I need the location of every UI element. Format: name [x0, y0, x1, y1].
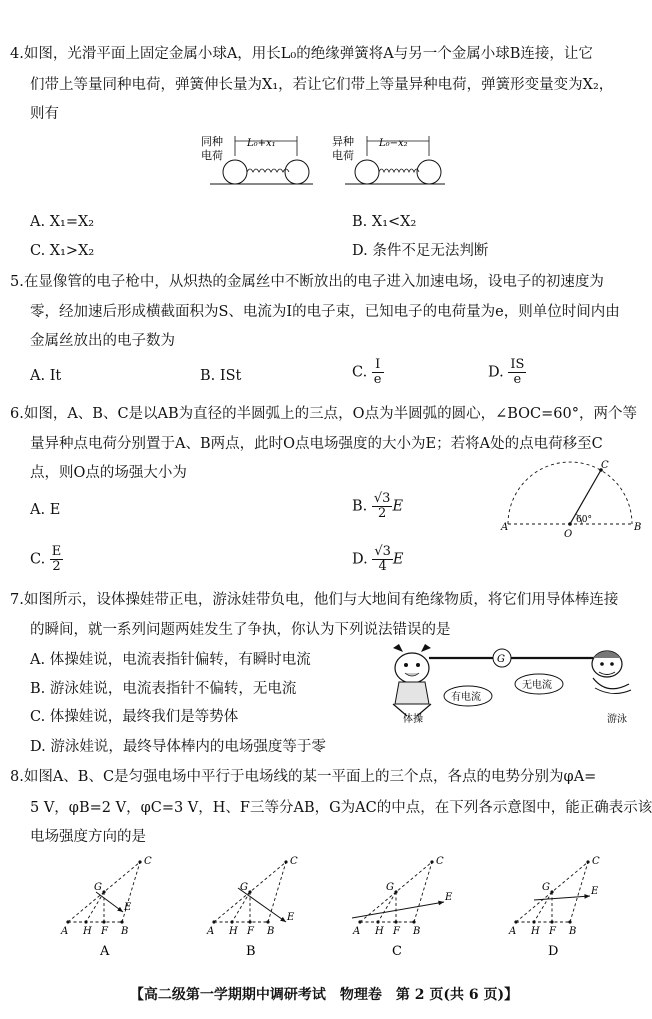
q5-option-b: B. ISt: [200, 368, 242, 384]
q7-gymnast-doll: [393, 644, 431, 716]
q8-fig-1-label-e: E: [287, 912, 295, 923]
q8-fig-2-label-g: G: [386, 882, 394, 893]
q6-line3: 点，则O点的场强大小为: [30, 465, 187, 481]
q6-option-c-den: 2: [52, 559, 61, 574]
q8-fig-0-arrowhead: [117, 907, 123, 912]
q8-fig-3-field-arrow: [534, 896, 590, 900]
q8-fig-2-point-0: [358, 920, 361, 923]
q5-option-d: [488, 358, 526, 387]
q6-option-d-fraction: [372, 545, 393, 574]
q8-fig-2-label-a: A: [353, 926, 361, 937]
q6-option-b: [352, 492, 403, 521]
q8-fig-3-side-bc: [570, 862, 588, 922]
q8-fig-1-label-g: G: [240, 882, 248, 893]
q7-fig-bubble-right: 无电流: [522, 680, 552, 691]
q8-fig-0-label-f: F: [101, 926, 108, 937]
q4-fig-right-label2: 电荷: [332, 149, 354, 162]
q6-option-b-den: 2: [378, 506, 387, 521]
q6-fig-angle: 60°: [576, 515, 592, 525]
q8-line1: 8.如图A、B、C是匀强电场中平行于电场线的某一平面上的三个点，各点的电势分别为φA=: [10, 769, 597, 785]
q5-line1: 5.在显像管的电子枪中，从炽热的金属丝中不断放出的电子进入加速电场，设电子的初速度为: [10, 274, 604, 290]
q8-fig-1-point-4: [284, 860, 287, 863]
q8-fig-1-arrowhead: [280, 917, 286, 922]
q8-fig-2-line-gh: [378, 892, 396, 922]
q4-fig-right-len: L₀−x₂: [379, 138, 408, 149]
q6-option-b-prefix: B.: [352, 498, 368, 515]
q4-fig-left-label1: 同种: [201, 135, 223, 148]
q5-line2: 零，经加速后形成横截面积为S、电流为I的电子束，已知电子的电荷量为e，则单位时间内由: [30, 304, 620, 320]
q8-fig-0-point-5: [102, 890, 105, 893]
q8-fig-2-point-4: [430, 860, 433, 863]
q8-line3: 电场强度方向的是: [30, 829, 146, 845]
q8-fig-3-point-1: [532, 920, 535, 923]
q8-fig-2-label-e: E: [445, 892, 453, 903]
q8-fig-0-point-4: [138, 860, 141, 863]
q8-fig-1-field-arrow: [238, 888, 286, 922]
q6-option-a: A. E: [30, 502, 61, 518]
q6-option-d-suffix: E: [392, 551, 404, 568]
q6-option-c: [30, 545, 63, 574]
q8-fig-3-line-gh: [534, 892, 552, 922]
q6-option-b-suffix: E: [392, 498, 404, 515]
q8-fig-2-side-bc: [414, 862, 432, 922]
q5-option-c: [352, 358, 384, 387]
q7-option-b: B. 游泳娃说，电流表指针不偏转，无电流: [30, 681, 297, 697]
q6-option-c-prefix: C.: [30, 551, 46, 568]
q8-fig-3-arrowhead: [584, 894, 590, 899]
q8-fig-1-side-bc: [268, 862, 286, 922]
q5-option-c-num: I: [372, 358, 384, 373]
q8-diagrams: [0, 850, 648, 960]
q8-fig-1-label-c: C: [290, 856, 298, 867]
q8-fig-0-label-b: B: [121, 926, 129, 937]
q7-swimmer-doll: [592, 651, 631, 694]
q6-fig-c: C: [601, 460, 609, 471]
q4-spring-figure: [195, 132, 455, 188]
q6-line1: 6.如图，A、B、C是以AB为直径的半圆弧上的三点，O点为半圆弧的圆心，∠BOC=60°，两个等: [10, 406, 637, 422]
q6-option-d-den: 4: [378, 559, 387, 574]
q8-fig-1-point-5: [248, 890, 251, 893]
q8-fig-3-label-b: B: [569, 926, 577, 937]
q8-fig-0-point-3: [120, 920, 123, 923]
q8-fig-2-point-1: [376, 920, 379, 923]
q5-line3: 金属丝放出的电子数为: [30, 333, 175, 349]
q8-fig-3-label-c: C: [592, 856, 600, 867]
q8-fig-2-point-2: [394, 920, 397, 923]
q8-fig-1-label-b: B: [267, 926, 275, 937]
q7-line2: 的瞬间，就一系列问题两娃发生了争执，你认为下列说法错误的是: [30, 622, 451, 638]
q5-option-d-fraction: [508, 358, 526, 387]
q8-fig-0-label-a: A: [61, 926, 69, 937]
q8-fig-0-caption: A: [100, 944, 110, 959]
q6-option-c-num: E: [51, 544, 62, 559]
q8-fig-3-caption: D: [548, 944, 559, 959]
q8-fig-1-label-h: H: [229, 926, 238, 937]
q7-option-c: C. 体操娃说，最终我们是等势体: [30, 709, 239, 725]
q8-fig-3-label-f: F: [549, 926, 556, 937]
q7-fig-right-name: 游泳: [607, 714, 627, 725]
q8-fig-3-point-3: [568, 920, 571, 923]
q8-fig-3-point-0: [514, 920, 517, 923]
q7-fig-bubble-left: 有电流: [451, 692, 481, 703]
q6-option-d-prefix: D.: [352, 551, 368, 568]
q8-fig-1-point-2: [248, 920, 251, 923]
q6-option-b-num: √3: [373, 491, 391, 506]
q6-option-b-fraction: [372, 492, 393, 521]
q8-fig-2-point-3: [412, 920, 415, 923]
q8-fig-1-point-0: [212, 920, 215, 923]
q8-fig-3-point-4: [586, 860, 589, 863]
q8-fig-2-label-c: C: [436, 856, 444, 867]
q7-fig-meter: G: [497, 654, 505, 665]
q8-fig-3-label-g: G: [542, 882, 550, 893]
q8-fig-0-point-1: [84, 920, 87, 923]
q8-fig-0-label-e: E: [124, 902, 132, 913]
q8-fig-1-label-f: F: [247, 926, 254, 937]
q8-fig-1-caption: B: [246, 944, 256, 959]
q8-line2: 5 V，φB=2 V，φC=3 V，H、F三等分AB，G为AC的中点，在下列各示意图中，能正确表示该: [30, 800, 652, 816]
q8-fig-1-point-3: [266, 920, 269, 923]
q4-line1: 4.如图，光滑平面上固定金属小球A，用长L₀的绝缘弹簧将A与另一个金属小球B连接，让它: [10, 46, 593, 62]
q8-fig-1-line-gh: [232, 892, 250, 922]
q6-option-c-fraction: [50, 545, 64, 574]
q5-option-a: A. It: [30, 368, 62, 384]
q8-fig-1-point-1: [230, 920, 233, 923]
q8-fig-0-point-0: [66, 920, 69, 923]
q6-fig-o: O: [564, 529, 573, 540]
q5-option-c-fraction: [372, 358, 384, 387]
q8-fig-0-point-2: [102, 920, 105, 923]
q4-option-c: C. X₁>X₂: [30, 243, 95, 259]
q7-fig-left-name: 体操: [403, 714, 423, 725]
q8-fig-2-arrowhead: [438, 901, 444, 906]
q5-option-c-den: e: [373, 372, 382, 387]
q8-fig-3-label-e: E: [591, 886, 599, 897]
q8-fig-0-label-h: H: [83, 926, 92, 937]
q8-fig-2-label-f: F: [393, 926, 400, 937]
q7-dolls-figure: [385, 642, 635, 726]
q8-fig-3-label-h: H: [531, 926, 540, 937]
q8-fig-3-label-a: A: [509, 926, 517, 937]
q8-fig-0-side-bc: [122, 862, 140, 922]
q8-fig-2-label-b: B: [413, 926, 421, 937]
q8-fig-1-label-a: A: [207, 926, 215, 937]
q8-fig-2-caption: C: [392, 944, 402, 959]
q5-option-d-prefix: D.: [488, 364, 504, 381]
q4-line2: 们带上等量同种电荷，弹簧伸长量为X₁，若让它们带上等量异种电荷，弹簧形变量变为X₂，: [30, 77, 614, 93]
q8-fig-0-label-c: C: [144, 856, 152, 867]
q5-option-d-den: e: [513, 372, 522, 387]
q4-option-a: A. X₁=X₂: [30, 214, 95, 230]
q7-option-a: A. 体操娃说，电流表指针偏转，有瞬时电流: [30, 652, 311, 668]
q6-fig-b: B: [634, 522, 642, 533]
q6-semicircle-figure: [500, 460, 640, 540]
q4-fig-right-label1: 异种: [332, 135, 354, 148]
q4-option-b: B. X₁<X₂: [352, 214, 417, 230]
q6-fig-a: A: [501, 522, 509, 533]
q6-option-d-num: √3: [374, 544, 391, 559]
q5-option-d-num: IS: [510, 357, 525, 372]
q5-option-c-prefix: C.: [352, 364, 368, 381]
q4-fig-left-label2: 电荷: [201, 149, 223, 162]
q6-line2: 量异种点电荷分别置于A、B两点，此时O点电场强度的大小为E；若将A处的点电荷移至C: [30, 436, 603, 452]
q8-fig-2-field-arrow: [352, 902, 444, 918]
q8-fig-2-label-h: H: [375, 926, 384, 937]
q8-fig-2-point-5: [394, 890, 397, 893]
q8-fig-3-point-5: [550, 890, 553, 893]
q7-option-d: D. 游泳娃说，最终导体棒内的电场强度等于零: [30, 739, 326, 755]
q4-fig-left-len: L₀+x₁: [247, 138, 276, 149]
q8-fig-0-label-g: G: [94, 882, 102, 893]
q8-fig-3-point-2: [550, 920, 553, 923]
q4-option-d: D. 条件不足无法判断: [352, 243, 489, 259]
q4-line3: 则有: [30, 106, 59, 122]
q7-line1: 7.如图所示，设体操娃带正电，游泳娃带负电，他们与大地间有绝缘物质，将它们用导体棒连接: [10, 592, 619, 608]
q6-option-d: [352, 545, 403, 574]
page-footer: 【高二级第一学期期中调研考试 物理卷 第 2 页(共 6 页)】: [129, 987, 519, 1003]
